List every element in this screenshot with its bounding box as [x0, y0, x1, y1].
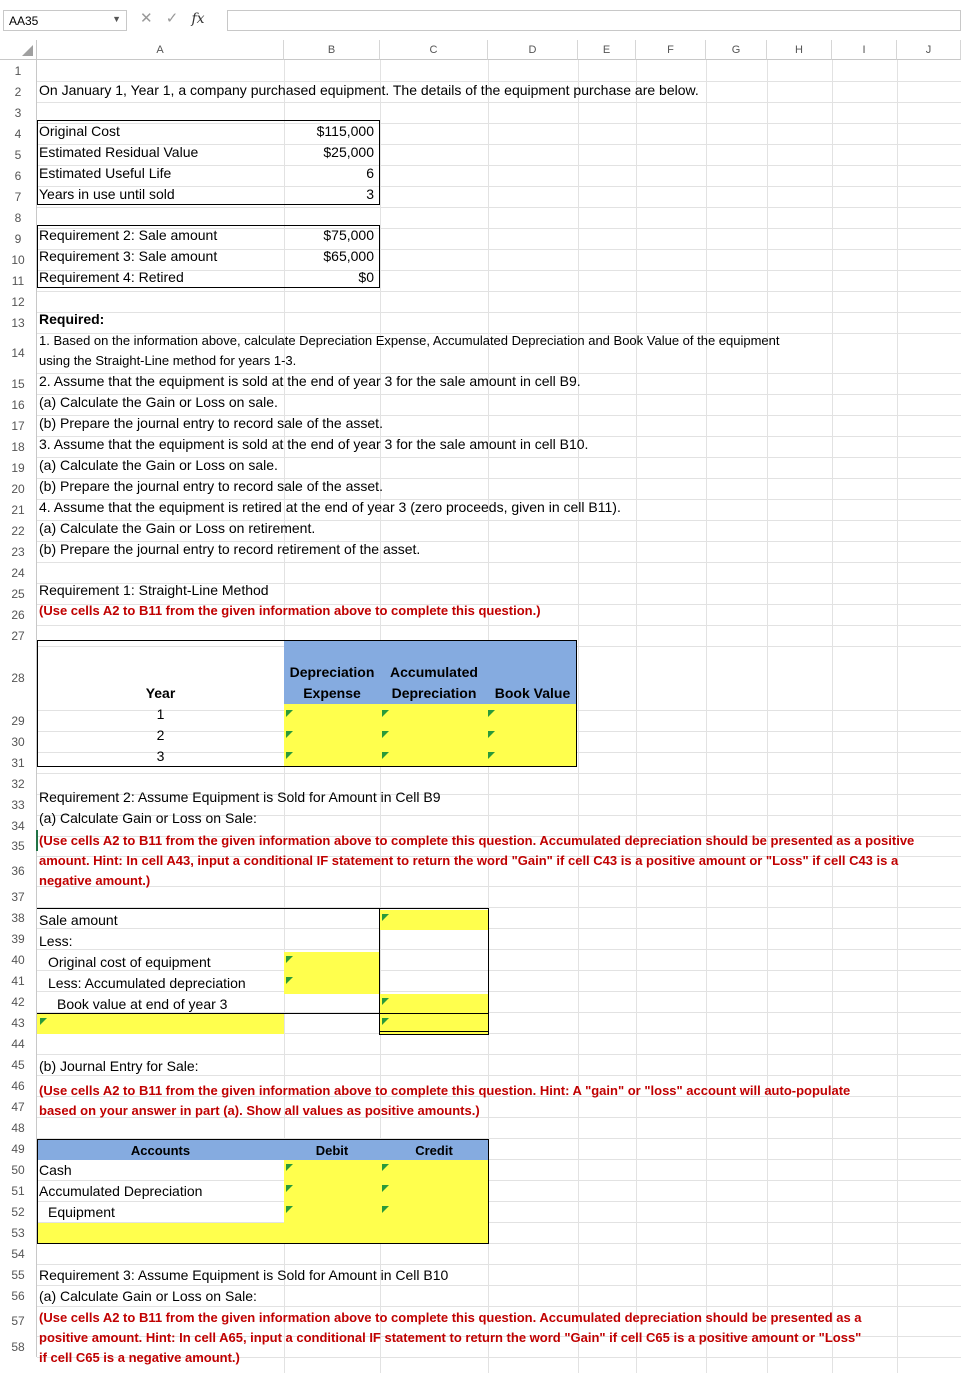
req1-header-acc2: Depreciation: [391, 685, 477, 701]
row-header[interactable]: 16: [0, 394, 37, 415]
comment-flag: [286, 752, 293, 759]
comment-flag: [488, 710, 495, 717]
gridline: [37, 291, 961, 292]
less-label: Less:: [39, 933, 73, 949]
comment-flag: [488, 752, 495, 759]
required-line: 4. Assume that the equipment is retired at the end of year 3 (zero proceeds, given in cell B11).: [39, 499, 621, 515]
req2-sub-b: (b) Journal Entry for Sale:: [39, 1058, 199, 1074]
comment-flag: [286, 1206, 293, 1213]
orig-cost-label: Original cost of equipment: [48, 954, 211, 970]
column-header[interactable]: C: [380, 40, 488, 60]
detail-value[interactable]: 6: [366, 165, 374, 181]
req1-note: (Use cells A2 to B11 from the given information above to complete this question.): [39, 603, 541, 618]
sale-value[interactable]: $75,000: [323, 227, 374, 243]
select-all-icon: [22, 45, 33, 56]
row-header[interactable]: 1: [0, 60, 37, 81]
req2-sub-a: (a) Calculate Gain or Loss on Sale:: [39, 810, 257, 826]
sale-value[interactable]: $65,000: [323, 248, 374, 264]
journal-note: (Use cells A2 to B11 from the given information above to complete this question. Hint: A "gain" or "loss" account will auto-populate: [39, 1083, 851, 1098]
req3-note: positive amount. Hint: In cell A65, input a conditional IF statement to return the word "Gain" if cell C65 is a positive amount or "Loss": [39, 1330, 862, 1345]
gridline: [37, 1138, 961, 1139]
required-line: (b) Prepare the journal entry to record retirement of the asset.: [39, 541, 421, 557]
row-header[interactable]: 25: [0, 583, 37, 604]
row-header[interactable]: 55: [0, 1264, 37, 1285]
required-line-1a: 1. Based on the information above, calculate Depreciation Expense, Accumulated Depreciation and Book Value of the equipment: [39, 333, 780, 348]
row-header[interactable]: 53: [0, 1222, 37, 1243]
column-header[interactable]: A: [37, 40, 284, 60]
detail-label: Original Cost: [39, 123, 120, 139]
sale-amount-label: Sale amount: [39, 912, 118, 928]
required-line: (a) Calculate the Gain or Loss on sale.: [39, 394, 278, 410]
required-heading: Required:: [39, 311, 105, 327]
row-header[interactable]: 51: [0, 1180, 37, 1201]
comment-flag: [382, 1164, 389, 1171]
req3-title: Requirement 3: Assume Equipment is Sold for Amount in Cell B10: [39, 1267, 449, 1283]
column-header[interactable]: E: [578, 40, 636, 60]
column-header[interactable]: G: [706, 40, 767, 60]
sale-value[interactable]: $0: [358, 269, 374, 285]
column-header[interactable]: F: [636, 40, 706, 60]
select-all-corner[interactable]: [0, 40, 37, 60]
formula-bar: [0, 0, 961, 40]
formula-input[interactable]: [227, 10, 961, 31]
row-header[interactable]: 30: [0, 731, 37, 752]
required-line-1b: using the Straight-Line method for years 1-3.: [39, 353, 297, 368]
required-line: 2. Assume that the equipment is sold at the end of year 3 for the sale amount in cell B9.: [39, 373, 581, 389]
column-header[interactable]: H: [767, 40, 832, 60]
req1-header-book: Book Value: [494, 685, 571, 701]
row-header[interactable]: 15: [0, 373, 37, 394]
row-header[interactable]: 39: [0, 928, 37, 949]
sale-label: Requirement 4: Retired: [39, 269, 184, 285]
required-line: (a) Calculate the Gain or Loss on retirement.: [39, 520, 316, 536]
comment-flag: [382, 1018, 389, 1025]
detail-label: Estimated Residual Value: [39, 144, 199, 160]
journal-row53-input[interactable]: [37, 1223, 488, 1243]
row-header[interactable]: 26: [0, 604, 37, 625]
row-header[interactable]: 37: [0, 886, 37, 907]
gridline: [37, 886, 961, 887]
row-header[interactable]: 10: [0, 249, 37, 270]
column-header[interactable]: B: [284, 40, 380, 60]
row-header[interactable]: 21: [0, 499, 37, 520]
row-header[interactable]: 45: [0, 1054, 37, 1075]
book-value-label: Book value at end of year 3: [57, 996, 228, 1012]
detail-label: Estimated Useful Life: [39, 165, 172, 181]
req1-year: 1: [156, 706, 165, 722]
req1-year: 3: [156, 748, 165, 764]
row-header[interactable]: 40: [0, 949, 37, 970]
gridline: [706, 60, 707, 1373]
row-header[interactable]: 56: [0, 1285, 37, 1306]
row-header[interactable]: 14: [0, 333, 37, 373]
journal-account: Accumulated Depreciation: [39, 1183, 203, 1199]
row-header[interactable]: 33: [0, 794, 37, 815]
row-header[interactable]: 5: [0, 144, 37, 165]
row-header[interactable]: 19: [0, 457, 37, 478]
row-header[interactable]: 52: [0, 1201, 37, 1222]
row-header[interactable]: 7: [0, 186, 37, 207]
detail-value[interactable]: $115,000: [316, 123, 374, 139]
row-header[interactable]: 48: [0, 1117, 37, 1138]
comment-flag: [286, 977, 293, 984]
row-header[interactable]: 3: [0, 102, 37, 123]
row-header[interactable]: 13: [0, 312, 37, 333]
comment-flag: [382, 1206, 389, 1213]
gridline: [37, 625, 961, 626]
comment-flag: [488, 731, 495, 738]
row-header[interactable]: 32: [0, 773, 37, 794]
row-header[interactable]: 2: [0, 81, 37, 102]
comment-flag: [286, 710, 293, 717]
row-header[interactable]: 6: [0, 165, 37, 186]
row-header[interactable]: 31: [0, 752, 37, 773]
comment-flag: [286, 1185, 293, 1192]
journal-account: Equipment: [48, 1204, 115, 1220]
row-header[interactable]: 44: [0, 1033, 37, 1054]
gridline: [37, 207, 961, 208]
req3-note: (Use cells A2 to B11 from the given information above to complete this question. Accumulated depreciation should be presented as a: [39, 1310, 862, 1325]
row-header[interactable]: 29: [0, 710, 37, 731]
journal-col-credit: Credit: [415, 1143, 453, 1158]
c42-input[interactable]: [380, 994, 488, 1014]
comment-flag: [286, 956, 293, 963]
gridline: [37, 102, 961, 103]
required-line: (b) Prepare the journal entry to record sale of the asset.: [39, 478, 383, 494]
row-header[interactable]: 9: [0, 228, 37, 249]
req1-header-dep1: Depreciation: [289, 664, 375, 680]
row-header[interactable]: 4: [0, 123, 37, 144]
gridline: [37, 773, 961, 774]
sale-label: Requirement 2: Sale amount: [39, 227, 218, 243]
row-header[interactable]: 41: [0, 970, 37, 991]
row-header[interactable]: 49: [0, 1138, 37, 1159]
gridline: [578, 60, 579, 1373]
journal-col-accounts: Accounts: [130, 1143, 191, 1158]
row-header[interactable]: 47: [0, 1096, 37, 1117]
row-header[interactable]: 17: [0, 415, 37, 436]
gridline: [37, 949, 961, 950]
comment-flag: [382, 731, 389, 738]
b40-b41-input[interactable]: [284, 952, 380, 994]
sale-label: Requirement 3: Sale amount: [39, 248, 218, 264]
journal-col-debit: Debit: [315, 1143, 349, 1158]
req2-note: amount. Hint: In cell A43, input a conditional IF statement to return the word "Gain" if cell C43 is a positive amount or "Loss" if cell C43 is a: [39, 853, 899, 868]
gridline: [37, 186, 961, 187]
detail-label: Years in use until sold: [39, 186, 175, 202]
row-header[interactable]: 8: [0, 207, 37, 228]
column-header[interactable]: I: [832, 40, 897, 60]
comment-flag: [382, 914, 389, 921]
row-header[interactable]: 46: [0, 1075, 37, 1096]
req1-title: Requirement 1: Straight-Line Method: [39, 582, 269, 598]
comment-flag: [286, 1164, 293, 1171]
req1-input-cells[interactable]: [284, 704, 576, 767]
row-header[interactable]: 54: [0, 1243, 37, 1264]
row-header[interactable]: 22: [0, 520, 37, 541]
name-box-value: AA35: [9, 14, 39, 28]
req1-year: 2: [156, 727, 165, 743]
gridline: [636, 60, 637, 1373]
gridline: [37, 123, 961, 124]
row-header[interactable]: 42: [0, 991, 37, 1012]
comment-flag: [382, 752, 389, 759]
formula-icons: [140, 9, 214, 27]
intro-text: On January 1, Year 1, a company purchased equipment. The details of the equipment purchase are below.: [39, 82, 699, 98]
column-header[interactable]: J: [897, 40, 961, 60]
req2-title: Requirement 2: Assume Equipment is Sold for Amount in Cell B9: [39, 789, 441, 805]
gridline: [897, 60, 898, 1373]
check-icon[interactable]: ✓: [165, 10, 179, 27]
required-line: 3. Assume that the equipment is sold at the end of year 3 for the sale amount in cell B10.: [39, 436, 589, 452]
journal-note: based on your answer in part (a). Show all values as positive amounts.): [39, 1103, 480, 1118]
row-header[interactable]: 36: [0, 856, 37, 886]
row-header[interactable]: 20: [0, 478, 37, 499]
row-header[interactable]: 34: [0, 815, 37, 836]
row-header[interactable]: 28: [0, 646, 37, 710]
journal-account: Cash: [39, 1162, 72, 1178]
req2-note: negative amount.): [39, 873, 151, 888]
detail-value[interactable]: $25,000: [323, 144, 374, 160]
req2a-top-line: [37, 908, 489, 909]
comment-flag: [40, 1018, 47, 1025]
insert-function-icon[interactable]: fx: [191, 11, 205, 27]
gridline: [37, 312, 961, 313]
gridline: [37, 1243, 961, 1244]
comment-flag: [382, 1185, 389, 1192]
column-header[interactable]: D: [488, 40, 578, 60]
row-header[interactable]: 23: [0, 541, 37, 562]
row-header[interactable]: 27: [0, 625, 37, 646]
comment-flag: [382, 710, 389, 717]
required-line: (a) Calculate the Gain or Loss on sale.: [39, 457, 278, 473]
comment-flag: [286, 731, 293, 738]
req1-header-year: Year: [145, 685, 176, 701]
gridline: [832, 60, 833, 1373]
row-header[interactable]: 58: [0, 1336, 37, 1357]
req2a-double-line: [379, 1031, 489, 1032]
row-header[interactable]: 35: [0, 836, 37, 856]
req1-header-acc1: Accumulated: [390, 664, 478, 680]
gridline: [767, 60, 768, 1373]
row-header[interactable]: 43: [0, 1012, 37, 1033]
row-header[interactable]: 57: [0, 1306, 37, 1336]
chevron-down-icon[interactable]: ▼: [112, 14, 121, 24]
row-header[interactable]: 38: [0, 907, 37, 928]
comment-flag: [382, 998, 389, 1005]
gridline: [37, 1054, 961, 1055]
less-acc-label: Less: Accumulated depreciation: [48, 975, 246, 991]
row-header[interactable]: 12: [0, 291, 37, 312]
row-header[interactable]: 50: [0, 1159, 37, 1180]
cancel-icon[interactable]: ✕: [140, 10, 153, 27]
req3-note: if cell C65 is a negative amount.): [39, 1350, 240, 1365]
row-header[interactable]: 18: [0, 436, 37, 457]
req3-sub-a: (a) Calculate Gain or Loss on Sale:: [39, 1288, 257, 1304]
gridline: [37, 562, 961, 563]
a43-input[interactable]: [37, 1014, 284, 1034]
req2-note: (Use cells A2 to B11 from the given information above to complete this question. Accumulated depreciation should be presented as a positive: [39, 833, 915, 848]
required-line: (b) Prepare the journal entry to record sale of the asset.: [39, 415, 383, 431]
name-box[interactable]: [3, 10, 127, 31]
row-header[interactable]: 24: [0, 562, 37, 583]
gridline: [37, 165, 961, 166]
req1-header-dep2: Expense: [303, 685, 361, 701]
detail-value[interactable]: 3: [366, 186, 374, 202]
gridline: [37, 928, 961, 929]
row-header[interactable]: 11: [0, 270, 37, 291]
c38-input[interactable]: [380, 910, 488, 930]
